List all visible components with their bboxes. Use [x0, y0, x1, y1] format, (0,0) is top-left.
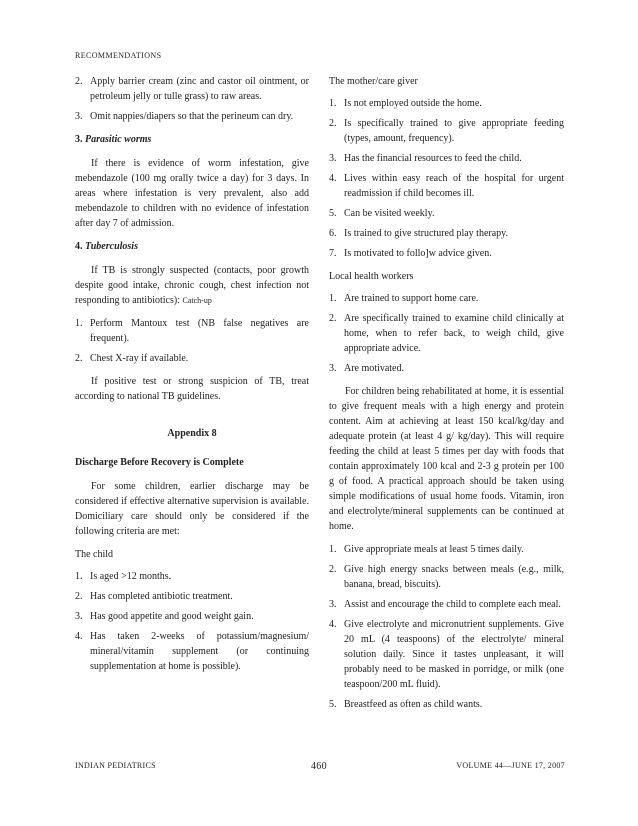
list-item — [329, 597, 564, 612]
list-item — [75, 589, 309, 604]
list-text: Apply barrier cream (zinc and castor oil ointment, or petroleum jelly or tulle grass) to raw areas. — [90, 76, 309, 102]
list-number: 3. — [75, 611, 83, 622]
list-text: Is specifically trained to give appropriate feeding (types, amount, frequency). — [344, 118, 564, 144]
list-number: 1. — [329, 98, 337, 109]
list-text: Give electrolyte and micronutrient supplements. Give 20 mL (4 teaspoons) of the electrolyte/ mineral solution daily. Since it tastes unpleasant, it will probably need to be masked in porridge, or milk (one teaspoon/200 mL fluid). — [344, 619, 564, 690]
child-heading: The child — [75, 549, 114, 560]
list-text: Is aged >12 months. — [90, 571, 172, 582]
list-number: 4. — [329, 619, 337, 630]
list-text: Can be visited weekly. — [344, 208, 435, 219]
list-item — [329, 171, 564, 201]
list-number: 6. — [329, 228, 337, 239]
caregiver-heading: The mother/care giver — [329, 76, 418, 87]
list-text: Chest X-ray if available. — [90, 353, 189, 364]
tb-catchup: Catch-up — [182, 296, 212, 305]
list-text: Perform Mantoux test (NB false negatives are frequent). — [90, 318, 309, 344]
worms-paragraph: If there is evidence of worm infestation, give mebendazole (100 mg orally twice a day) for 3 days. In areas where infestation is very prevalent, also add mebendazole to children with no evidence of infestation after day 7 of admission. — [75, 158, 309, 229]
list-number: 5. — [329, 699, 337, 710]
left-column — [75, 74, 309, 682]
list-number: 4. — [75, 631, 83, 642]
list-text: Are specifically trained to examine child clinically at home, when to refer back, to weigh child, give appropriate advice. — [344, 313, 564, 354]
home-care-list — [329, 542, 564, 712]
appendix-title: Appendix 8 — [167, 428, 217, 439]
list-number: 2. — [75, 353, 83, 364]
list-number: 2. — [75, 76, 83, 87]
list-number: 2. — [329, 313, 337, 324]
footer-volume: VOLUME 44—JUNE 17, 2007 — [456, 761, 565, 770]
child-criteria-list — [75, 569, 309, 674]
rehab-paragraph: For children being rehabilitated at home, it is essential to give frequent meals with a high energy and protein content. Aim at achieving at least 150 kcal/kg/day and adequate protein (at least 4 g/ kg/day). This will require feeding the child at least 5 times per day with foods that contain approximately 100 kcal and 2-3 g protein per 100 g of food. A practical approach should be taken using simple modifications of usual home foods. Vitamin, iron and electrolyte/mineral supplements can be continued at home. — [329, 386, 564, 532]
footer-journal: INDIAN PEDIATRICS — [75, 761, 156, 770]
discharge-heading: Discharge Before Recovery is Complete — [75, 457, 244, 468]
discharge-paragraph: For some children, earlier discharge may be considered if effective alternative supervision is available. Domiciliary care should only be considered if the following criteria are met: — [75, 481, 309, 537]
skin-care-list — [75, 74, 309, 124]
list-text: Breastfeed as often as child wants. — [344, 699, 483, 710]
footer-page-number: 460 — [311, 761, 327, 772]
list-item — [329, 542, 564, 557]
list-item — [75, 351, 309, 366]
tb-list — [75, 316, 309, 366]
list-text: Is not employed outside the home. — [344, 98, 482, 109]
list-item — [329, 562, 564, 592]
tb-paragraph: If TB is strongly suspected (contacts, poor growth despite good intake, chronic cough, chest infection not responding to antibiotics): Catch-up — [75, 265, 309, 306]
list-text: Lives within easy reach of the hospital for urgent readmission if child becomes ill. — [344, 173, 564, 199]
list-item — [329, 291, 564, 306]
list-text: Has the financial resources to feed the child. — [344, 153, 522, 164]
list-number: 4. — [329, 173, 337, 184]
list-number: 3. — [329, 153, 337, 164]
list-item — [329, 151, 564, 166]
list-number: 3. — [329, 363, 337, 374]
list-number: 1. — [329, 293, 337, 304]
list-number: 3. — [75, 111, 83, 122]
list-item — [75, 569, 309, 584]
list-item — [329, 617, 564, 692]
list-item — [329, 116, 564, 146]
list-number: 1. — [75, 318, 83, 329]
tb-after-paragraph: If positive test or strong suspicion of TB, treat according to national TB guidelines. — [75, 376, 309, 402]
worms-heading: 3. Parasitic worms — [75, 134, 152, 145]
list-text: Is motivated to follo]w advice given. — [344, 248, 492, 259]
list-item — [329, 311, 564, 356]
workers-criteria-list — [329, 291, 564, 376]
list-text: Has good appetite and good weight gain. — [90, 611, 254, 622]
list-item — [75, 74, 309, 104]
list-item — [329, 361, 564, 376]
running-header: RECOMMENDATIONS — [75, 51, 162, 60]
list-text: Are motivated. — [344, 363, 404, 374]
list-item — [75, 316, 309, 346]
workers-heading: Local health workers — [329, 271, 414, 282]
list-item — [75, 109, 309, 124]
list-number: 1. — [329, 544, 337, 555]
list-item — [329, 697, 564, 712]
list-text: Assist and encourage the child to complete each meal. — [344, 599, 561, 610]
tb-heading: 4. Tuberculosis — [75, 241, 138, 252]
list-text: Give appropriate meals at least 5 times daily. — [344, 544, 524, 555]
list-number: 2. — [75, 591, 83, 602]
list-item — [75, 629, 309, 674]
list-number: 5. — [329, 208, 337, 219]
list-number: 1. — [75, 571, 83, 582]
list-text: Omit nappies/diapers so that the perineum can dry. — [90, 111, 294, 122]
list-item — [329, 206, 564, 221]
list-text: Has taken 2-weeks of potassium/magnesium/ mineral/vitamin supplement (or continuing supplementation at home is possible). — [90, 631, 309, 672]
list-number: 2. — [329, 118, 337, 129]
caregiver-criteria-list — [329, 96, 564, 261]
list-number: 7. — [329, 248, 337, 259]
list-text: Is trained to give structured play therapy. — [344, 228, 509, 239]
list-item — [75, 609, 309, 624]
list-item — [329, 96, 564, 111]
list-item — [329, 246, 564, 261]
right-column — [329, 74, 564, 720]
list-text: Are trained to support home care. — [344, 293, 479, 304]
list-text: Give high energy snacks between meals (e.g., milk, banana, bread, biscuits). — [344, 564, 564, 590]
list-number: 3. — [329, 599, 337, 610]
list-number: 2. — [329, 564, 337, 575]
list-item — [329, 226, 564, 241]
list-text: Has completed antibiotic treatment. — [90, 591, 233, 602]
